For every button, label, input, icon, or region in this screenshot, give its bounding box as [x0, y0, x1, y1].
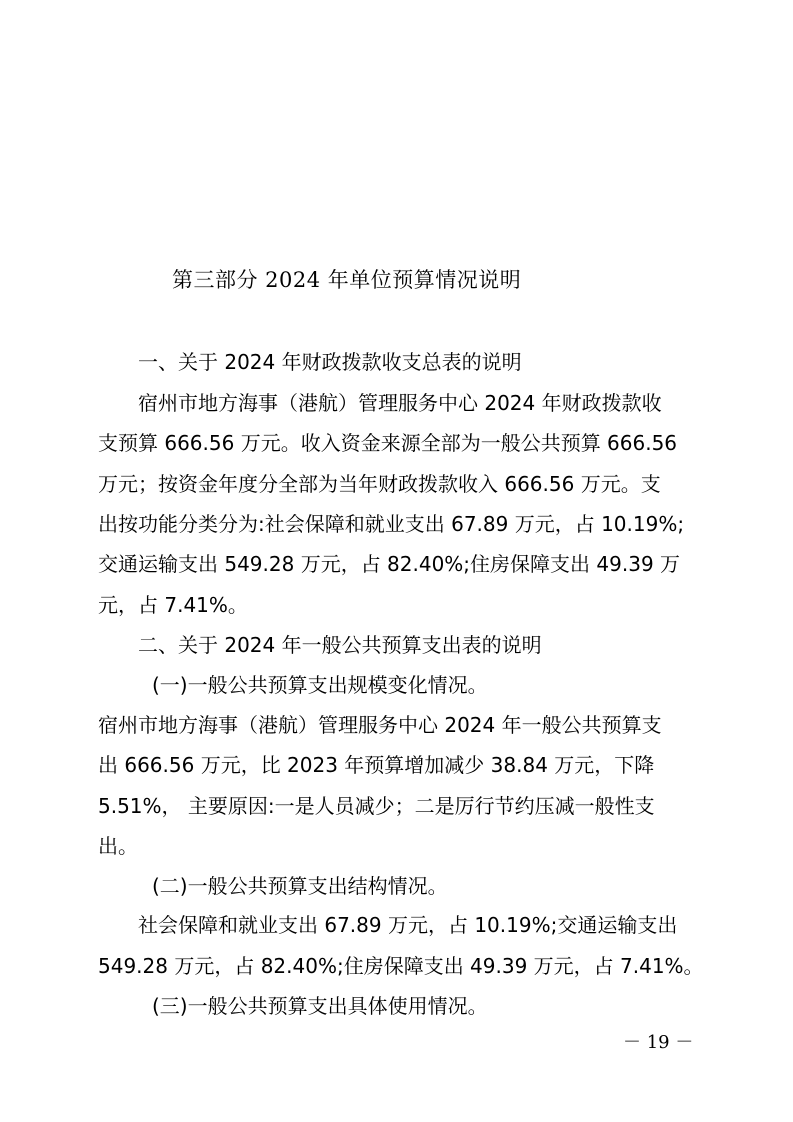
section-1-paragraph-line: 出按功能分类分为:社会保障和就业支出 67.89 万元，占 10.19%; — [98, 512, 685, 536]
subsection-1-paragraph-line: 出 666.56 万元，比 2023 年预算增加减少 38.84 万元，下降 — [98, 753, 655, 777]
subsection-1-heading: (一)一般公共预算支出规模变化情况。 — [152, 673, 488, 697]
section-1-paragraph-line: 万元；按资金年度分全部为当年财政拨款收入 666.56 万元。支 — [98, 472, 661, 496]
subsection-1-paragraph-line: 宿州市地方海事（港航）管理服务中心 2024 年一般公共预算支 — [98, 713, 662, 737]
section-1-paragraph-line: 交通运输支出 549.28 万元，占 82.40%;住房保障支出 49.39 万 — [98, 552, 681, 576]
page-title: 第三部分 2024 年单位预算情况说明 — [172, 268, 522, 292]
section-1-paragraph-line: 支预算 666.56 万元。收入资金来源全部为一般公共预算 666.56 — [98, 431, 678, 455]
subsection-1-paragraph-line: 5.51%， 主要原因:一是人员减少；二是厉行节约压减一般性支 — [98, 794, 655, 818]
subsection-2-paragraph-line: 社会保障和就业支出 67.89 万元，占 10.19%;交通运输支出 — [138, 913, 678, 937]
subsection-2-paragraph-line: 549.28 万元，占 82.40%;住房保障支出 49.39 万元，占 7.41%。 — [98, 954, 704, 978]
section-1-heading: 一、关于 2024 年财政拨款收支总表的说明 — [138, 350, 522, 374]
section-2-heading: 二、关于 2024 年一般公共预算支出表的说明 — [138, 633, 542, 657]
section-1-paragraph-line: 宿州市地方海事（港航）管理服务中心 2024 年财政拨款收 — [138, 391, 662, 415]
subsection-3-heading: (三)一般公共预算支出具体使用情况。 — [152, 994, 488, 1018]
page-number: － 19 － — [623, 1032, 694, 1053]
section-1-paragraph-line: 元，占 7.41%。 — [98, 593, 248, 617]
subsection-2-heading: (二)一般公共预算支出结构情况。 — [152, 874, 448, 898]
subsection-1-paragraph-line: 出。 — [98, 834, 138, 858]
